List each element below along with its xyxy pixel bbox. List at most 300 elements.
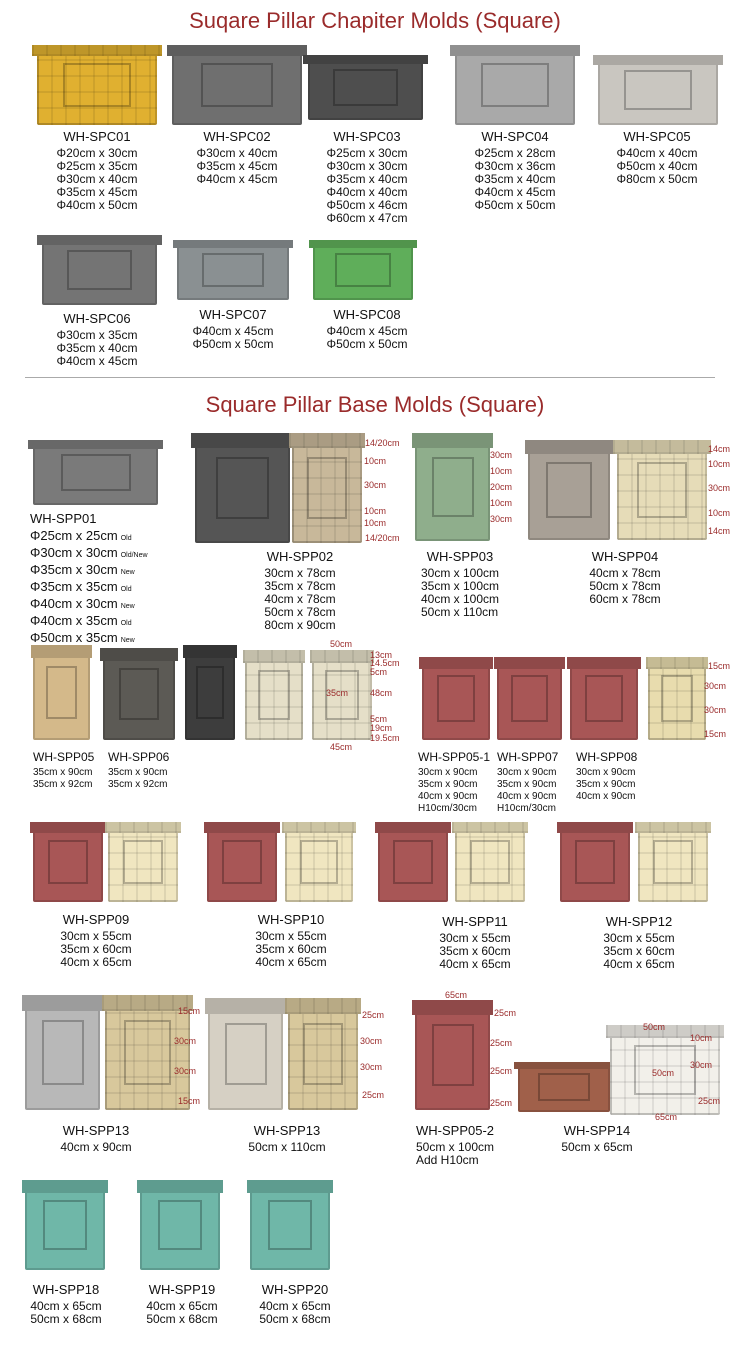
- product-code: WH-SPP01: [30, 511, 97, 526]
- image-cap-detail: [646, 657, 709, 669]
- image-panel-detail: [481, 63, 548, 108]
- product-card: [60, 913, 131, 969]
- image-cap-detail: [204, 822, 280, 833]
- spec-row: Φ35cm x 40cm: [56, 341, 138, 355]
- dimension-label: 30cm: [174, 1036, 197, 1046]
- spec-row: [30, 580, 148, 597]
- spec-row: Φ40cm x 40cm: [326, 185, 408, 199]
- dimension-label: 25cm: [362, 1090, 385, 1100]
- mold-image[interactable]: [288, 998, 358, 1110]
- mold-image[interactable]: [292, 433, 362, 543]
- product-code: WH-SPP12: [605, 914, 673, 929]
- image-cap-detail: [22, 995, 103, 1011]
- product-card: [57, 130, 138, 212]
- image-cap-detail: [100, 648, 178, 661]
- image-cap-detail: [247, 1180, 333, 1193]
- spec-list: [418, 767, 477, 815]
- image-cap-detail: [514, 1062, 613, 1069]
- mold-image[interactable]: [245, 650, 303, 740]
- dimension-label: 35cm: [326, 688, 349, 698]
- spec-row: 50cm x 110cm: [420, 605, 499, 619]
- spec-row: 30cm x 90cm: [576, 767, 636, 778]
- image-cap-detail: [22, 1180, 108, 1193]
- image-cap-detail: [412, 1000, 493, 1015]
- image-panel-detail: [624, 70, 691, 109]
- product-code: WH-SPC04: [481, 129, 549, 144]
- spec-row: 50cm x 100cm: [415, 1140, 495, 1154]
- spec-list: [497, 767, 556, 815]
- mold-image[interactable]: [285, 822, 353, 902]
- spec-row: Φ30cm x 40cm: [196, 146, 278, 160]
- product-code: WH-SPP09: [62, 912, 130, 927]
- product-image[interactable]: [518, 1062, 610, 1112]
- spec-row: Φ35cm x 45cm: [56, 185, 138, 199]
- spec-size: Φ40cm x 35cm: [30, 613, 118, 628]
- product-image[interactable]: [195, 433, 290, 543]
- dimension-label: 15cm: [704, 729, 727, 739]
- spec-tag: New: [120, 569, 135, 576]
- product-image[interactable]: [37, 45, 157, 125]
- spec-row: 30cm x 55cm: [255, 929, 327, 943]
- image-cap-detail: [450, 45, 580, 56]
- spec-list: [589, 567, 660, 606]
- spec-row: 35cm x 100cm: [420, 579, 500, 593]
- dimension-label: 20cm: [490, 482, 513, 492]
- product-image[interactable]: [33, 822, 103, 902]
- product-card: [248, 1124, 325, 1154]
- spec-row: Φ50cm x 46cm: [326, 198, 408, 212]
- product-code: WH-SPP06: [108, 750, 170, 764]
- image-cap-detail: [375, 822, 451, 833]
- image-panel-detail: [158, 1200, 203, 1250]
- spec-row: 80cm x 90cm: [264, 618, 336, 632]
- product-image[interactable]: [177, 240, 289, 300]
- spec-row: 50cm x 68cm: [30, 1312, 102, 1326]
- spec-row: Φ60cm x 47cm: [326, 211, 408, 225]
- image-panel-detail: [303, 1023, 342, 1086]
- spec-row: [30, 597, 148, 614]
- product-code: WH-SPP20: [261, 1282, 329, 1297]
- mold-image[interactable]: [638, 822, 708, 902]
- mold-image[interactable]: [455, 822, 525, 902]
- dimension-label: 15cm: [178, 1096, 201, 1106]
- spec-list: [60, 930, 131, 969]
- image-panel-detail: [43, 1200, 88, 1250]
- image-panel-detail: [124, 1020, 172, 1084]
- image-panel-detail: [119, 668, 159, 720]
- product-image[interactable]: [250, 1180, 330, 1270]
- dimension-label: 5cm: [370, 667, 388, 677]
- spec-row: 30cm x 90cm: [497, 767, 557, 778]
- image-cap-detail: [593, 55, 723, 65]
- image-cap-detail: [525, 440, 614, 454]
- dimension-label: 14cm: [708, 444, 731, 454]
- dimension-label: 30cm: [360, 1062, 383, 1072]
- product-code: WH-SPP05-1: [418, 750, 491, 764]
- dimension-label: 50cm: [652, 1068, 675, 1078]
- product-image[interactable]: [308, 55, 423, 120]
- spec-row: 50cm x 65cm: [561, 1140, 633, 1154]
- dimension-label: 30cm: [708, 483, 731, 493]
- dimension-label: 50cm: [330, 639, 353, 649]
- product-image[interactable]: [33, 440, 158, 505]
- product-image[interactable]: [140, 1180, 220, 1270]
- dimension-label: 15cm: [708, 661, 731, 671]
- image-cap-detail: [137, 1180, 223, 1193]
- image-panel-detail: [61, 454, 131, 490]
- dimension-label: 30cm: [490, 514, 513, 524]
- spec-row: Φ50cm x 50cm: [326, 337, 408, 351]
- image-cap-detail: [494, 657, 564, 669]
- spec-list: [259, 1300, 330, 1326]
- product-code: WH-SPP05: [33, 750, 95, 764]
- product-image[interactable]: [185, 645, 235, 740]
- image-cap-detail: [635, 822, 711, 833]
- image-panel-detail: [538, 1073, 590, 1101]
- product-image[interactable]: [313, 240, 413, 300]
- product-card: [264, 550, 335, 632]
- dimension-label: 30cm: [360, 1036, 383, 1046]
- dimension-label: 10cm: [364, 456, 387, 466]
- product-image[interactable]: [455, 45, 575, 125]
- spec-row: 35cm x 60cm: [60, 942, 132, 956]
- spec-row: 40cm x 65cm: [146, 1299, 218, 1313]
- image-panel-detail: [511, 675, 547, 722]
- image-cap-detail: [105, 822, 181, 833]
- spec-row: 40cm x 78cm: [264, 592, 336, 606]
- dimension-label: 10cm: [490, 498, 513, 508]
- image-cap-detail: [30, 822, 106, 833]
- spec-row: 50cm x 110cm: [248, 1140, 326, 1154]
- image-panel-detail: [300, 840, 338, 885]
- image-panel-detail: [48, 840, 87, 885]
- spec-row: 40cm x 65cm: [259, 1299, 331, 1313]
- spec-row: 35cm x 90cm: [33, 767, 93, 778]
- spec-row: Φ50cm x 50cm: [192, 337, 274, 351]
- dimension-label: 50cm: [643, 1022, 666, 1032]
- image-panel-detail: [637, 462, 687, 518]
- spec-tag: Old/New: [120, 552, 148, 559]
- product-image[interactable]: [570, 657, 638, 740]
- spec-row: Φ40cm x 45cm: [56, 354, 138, 368]
- spec-row: 40cm x 78cm: [589, 566, 661, 580]
- spec-size: Φ25cm x 25cm: [30, 528, 118, 543]
- image-panel-detail: [307, 457, 346, 519]
- product-image[interactable]: [422, 657, 490, 740]
- product-card: [30, 512, 148, 648]
- spec-list: [193, 325, 274, 351]
- spec-row: 35cm x 92cm: [108, 779, 168, 790]
- spec-row: 40cm x 65cm: [439, 957, 511, 971]
- spec-size: Φ30cm x 30cm: [30, 545, 118, 560]
- spec-row: 40cm x 65cm: [603, 957, 675, 971]
- spec-list: [108, 767, 167, 791]
- spec-row: 35cm x 60cm: [439, 944, 511, 958]
- image-panel-detail: [432, 457, 474, 518]
- dimension-label: 14cm: [708, 526, 731, 536]
- product-image[interactable]: [528, 440, 610, 540]
- image-cap-detail: [567, 657, 640, 669]
- product-card: [497, 751, 558, 815]
- image-panel-detail: [437, 675, 475, 722]
- image-cap-detail: [205, 998, 286, 1014]
- spec-row: Φ40cm x 45cm: [196, 172, 278, 186]
- product-code: WH-SPP13: [62, 1123, 130, 1138]
- product-code: WH-SPP14: [563, 1123, 631, 1138]
- product-image[interactable]: [598, 55, 718, 125]
- spec-row: 35cm x 90cm: [108, 767, 168, 778]
- product-card: [33, 751, 94, 791]
- dimension-label: 10cm: [364, 518, 387, 528]
- product-image[interactable]: [25, 1180, 105, 1270]
- mold-image[interactable]: [108, 822, 178, 902]
- spec-size: Φ50cm x 35cm: [30, 630, 118, 645]
- spec-list: [146, 1300, 217, 1326]
- product-code: WH-SPP04: [591, 549, 659, 564]
- spec-row: Φ25cm x 30cm: [326, 146, 408, 160]
- product-code: WH-SPP13: [253, 1123, 321, 1138]
- spec-row: Φ30cm x 40cm: [56, 172, 138, 186]
- spec-list: [33, 767, 92, 791]
- spec-row: 40cm x 90cm: [60, 1140, 132, 1154]
- image-panel-detail: [67, 250, 131, 289]
- image-panel-detail: [225, 1023, 267, 1086]
- image-cap-detail: [282, 822, 355, 833]
- product-image[interactable]: [415, 1000, 490, 1110]
- dimension-label: 25cm: [698, 1096, 721, 1106]
- image-panel-detail: [42, 1020, 84, 1084]
- mold-image[interactable]: [648, 657, 706, 740]
- dimension-label: 10cm: [708, 459, 731, 469]
- product-code: WH-SPC08: [333, 307, 401, 322]
- spec-row: 40cm x 100cm: [420, 592, 500, 606]
- dimension-label: 19cm: [370, 723, 393, 733]
- dimension-label: 45cm: [330, 742, 353, 752]
- spec-row: Add H10cm: [415, 1153, 479, 1167]
- product-card: [603, 915, 674, 971]
- product-card: [193, 308, 274, 351]
- product-image[interactable]: [208, 998, 283, 1110]
- product-image[interactable]: [560, 822, 630, 902]
- spec-row: Φ35cm x 40cm: [326, 172, 408, 186]
- spec-list: [30, 529, 148, 648]
- image-cap-detail: [37, 235, 161, 245]
- product-image[interactable]: [33, 645, 90, 740]
- product-image[interactable]: [415, 433, 490, 541]
- spec-row: 40cm x 65cm: [30, 1299, 102, 1313]
- spec-row: 30cm x 90cm: [418, 767, 478, 778]
- image-cap-detail: [419, 657, 492, 669]
- image-panel-detail: [202, 253, 265, 287]
- spec-row: 35cm x 78cm: [264, 579, 336, 593]
- spec-tag: New: [120, 603, 135, 610]
- spec-row: 50cm x 78cm: [589, 579, 661, 593]
- spec-row: Φ30cm x 36cm: [474, 159, 556, 173]
- spec-row: Φ25cm x 28cm: [474, 146, 556, 160]
- product-card: [418, 751, 490, 815]
- product-code: WH-SPP05-2: [415, 1123, 495, 1138]
- spec-row: Φ20cm x 30cm: [56, 146, 138, 160]
- product-card: [576, 751, 637, 803]
- spec-list: [264, 567, 335, 632]
- spec-row: 50cm x 68cm: [146, 1312, 218, 1326]
- spec-row: H10cm/30cm: [418, 803, 477, 814]
- product-card: [146, 1283, 217, 1326]
- product-card: [327, 308, 408, 351]
- dimension-label: 25cm: [490, 1066, 513, 1076]
- spec-row: [30, 614, 148, 631]
- image-cap-detail: [183, 645, 237, 658]
- product-image[interactable]: [42, 235, 157, 305]
- product-image[interactable]: [172, 45, 302, 125]
- product-code: WH-SPP11: [442, 914, 508, 929]
- dimension-label: 48cm: [370, 688, 393, 698]
- image-panel-detail: [63, 63, 130, 108]
- image-panel-detail: [575, 840, 614, 885]
- product-code: WH-SPP02: [266, 549, 334, 564]
- image-panel-detail: [585, 675, 623, 722]
- section-divider: [25, 377, 715, 378]
- spec-row: Φ40cm x 45cm: [474, 185, 556, 199]
- product-card: [108, 751, 169, 791]
- image-cap-detail: [28, 440, 163, 449]
- spec-tag: New: [120, 637, 135, 644]
- spec-tag: Old: [120, 586, 132, 593]
- product-code: WH-SPC05: [623, 129, 691, 144]
- product-code: WH-SPP18: [32, 1282, 100, 1297]
- spec-list: [561, 1141, 632, 1154]
- image-cap-detail: [167, 45, 307, 56]
- spec-row: 50cm x 68cm: [259, 1312, 331, 1326]
- product-card: [327, 130, 408, 225]
- spec-row: [30, 546, 148, 563]
- image-cap-detail: [452, 822, 528, 833]
- dimension-label: 10cm: [490, 466, 513, 476]
- image-panel-detail: [393, 840, 432, 885]
- dimension-label: 25cm: [490, 1098, 513, 1108]
- dimension-label: 14/20cm: [365, 533, 400, 543]
- image-cap-detail: [557, 822, 633, 833]
- dimension-label: 30cm: [690, 1060, 713, 1070]
- product-image[interactable]: [25, 995, 100, 1110]
- product-code: WH-SPP07: [497, 750, 559, 764]
- image-cap-detail: [289, 433, 365, 448]
- spec-row: 30cm x 78cm: [264, 566, 336, 580]
- product-image[interactable]: [378, 822, 448, 902]
- dimension-label: 5cm: [370, 714, 388, 724]
- product-card: [416, 1124, 494, 1167]
- spec-row: Φ40cm x 50cm: [56, 198, 138, 212]
- product-card: [60, 1124, 131, 1154]
- spec-row: 35cm x 90cm: [576, 779, 636, 790]
- base-section-title: Square Pillar Base Molds (Square): [205, 392, 545, 417]
- image-cap-detail: [243, 650, 306, 663]
- image-panel-detail: [216, 457, 269, 519]
- product-code: WH-SPP03: [426, 549, 494, 564]
- product-code: WH-SPP08: [576, 750, 638, 764]
- product-code: WH-SPC02: [203, 129, 271, 144]
- spec-row: [30, 631, 148, 648]
- dimension-label: 30cm: [490, 450, 513, 460]
- dimension-label: 30cm: [704, 681, 727, 691]
- image-panel-detail: [258, 670, 291, 720]
- spec-list: [421, 567, 499, 619]
- spec-row: Φ35cm x 45cm: [196, 159, 278, 173]
- image-panel-detail: [222, 840, 261, 885]
- product-code: WH-SPC03: [333, 129, 401, 144]
- spec-row: 35cm x 90cm: [418, 779, 478, 790]
- dimension-label: 10cm: [364, 506, 387, 516]
- image-cap-detail: [32, 45, 162, 56]
- chapiter-section-title: Suqare Pillar Chapiter Molds (Square): [189, 8, 561, 33]
- spec-list: [248, 1141, 325, 1154]
- image-cap-detail: [173, 240, 294, 248]
- product-image[interactable]: [497, 657, 562, 740]
- mold-image[interactable]: [617, 440, 707, 540]
- spec-row: 35cm x 92cm: [33, 779, 93, 790]
- image-cap-detail: [613, 440, 710, 454]
- spec-list: [57, 147, 138, 212]
- spec-tag: Old: [120, 535, 132, 542]
- dimension-label: 30cm: [174, 1066, 197, 1076]
- dimension-label: 10cm: [690, 1033, 713, 1043]
- spec-list: [327, 325, 408, 351]
- dimension-label: 30cm: [364, 480, 387, 490]
- dimension-label: 25cm: [494, 1008, 517, 1018]
- dimension-label: 14/20cm: [365, 438, 400, 448]
- image-panel-detail: [432, 1024, 474, 1086]
- dimension-label: 15cm: [178, 1006, 201, 1016]
- dimension-label: 25cm: [362, 1010, 385, 1020]
- spec-row: 40cm x 65cm: [60, 955, 132, 969]
- product-code: WH-SPC07: [199, 307, 267, 322]
- image-panel-detail: [470, 840, 509, 885]
- spec-row: Φ40cm x 40cm: [616, 146, 698, 160]
- spec-row: Φ50cm x 50cm: [474, 198, 556, 212]
- spec-list: [57, 329, 138, 368]
- spec-row: Φ25cm x 35cm: [56, 159, 138, 173]
- product-card: [255, 913, 326, 969]
- image-panel-detail: [335, 253, 391, 287]
- spec-row: Φ30cm x 30cm: [326, 159, 408, 173]
- product-card: [197, 130, 278, 186]
- image-panel-detail: [333, 69, 397, 105]
- product-card: [561, 1124, 632, 1154]
- spec-list: [617, 147, 698, 186]
- dimension-label: 65cm: [445, 990, 468, 1000]
- spec-list: [475, 147, 556, 212]
- spec-size: Φ40cm x 30cm: [30, 596, 118, 611]
- image-panel-detail: [46, 666, 78, 719]
- product-code: WH-SPC01: [63, 129, 131, 144]
- product-card: [475, 130, 556, 212]
- product-image[interactable]: [103, 648, 175, 740]
- spec-list: [255, 930, 326, 969]
- product-code: WH-SPP10: [257, 912, 325, 927]
- spec-row: Φ50cm x 40cm: [616, 159, 698, 173]
- product-image[interactable]: [207, 822, 277, 902]
- product-card: [259, 1283, 330, 1326]
- image-cap-detail: [285, 998, 361, 1014]
- product-code: WH-SPP19: [148, 1282, 216, 1297]
- product-card: [421, 550, 499, 619]
- spec-list: [60, 1141, 131, 1154]
- image-panel-detail: [201, 63, 274, 108]
- spec-list: [416, 1141, 494, 1167]
- spec-row: [30, 529, 148, 546]
- image-panel-detail: [196, 666, 224, 719]
- spec-row: 40cm x 90cm: [418, 791, 478, 802]
